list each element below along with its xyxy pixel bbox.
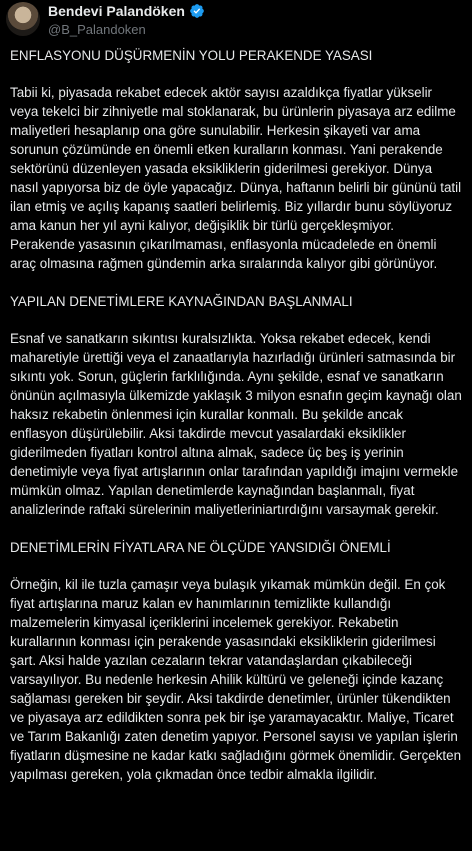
paragraph: Örneğin, kil ile tuzla çamaşır veya bulaşık yıkamak mümkün değil. En çok fiyat artışlarına maruz kalan ev hanımlarının temizlikte kullandığı malzemelerin kimyasal içeriklerini incelemek gerekiyor. Rekabetin kurallarının konması için perakende yasasındaki eksikliklerin giderilmesi şart. Aksi halde yazılan cezaların tekrar vatandaşlardan çıkabileceği varsayılıyor. Bu nedenle herkesin Ahilik kültürü ve geleneği içinde kazanç sağlaması gereken bir şeydir. Aksi takdirde denetimler, ürünler tükendikten ve piyasaya arz edildikten sonra pek bir işe yaramayacaktır. Maliye, Ticaret ve Tarım Bakanlığı zaten denetim yapıyor. Personel sayısı ve yapılan işlerin fiyatların düşmesine ne kadar katkı sağladığını görmek önemlidir. Gerçekten yapılması gereken, yola çıkmadan önce tedbir almakla ilgilidir. xyxy=(10,577,462,782)
section-heading: DENETİMLERİN FİYATLARA NE ÖLÇÜDE YANSIDIĞI ÖNEMLİ xyxy=(10,540,391,555)
tweet-header xyxy=(0,0,472,46)
paragraph: Esnaf ve sanatkarın sıkıntısı kuralsızlıkta. Yoksa rekabet edecek, kendi maharetiyle ürettiği veya el zanaatlarıyla hazırladığı ürünleri satmasında bir sıkıntı yok. Sorun, güçlerin farklılığında. Aynı şekilde, esnaf ve sanatkarın önünün açılmasıyla ülkemizde yaklaşık 3 milyon esnafın geçim kaynağı olan haksız rekabetin önlenmesi için kurallar konmalı. Bu şekilde ancak enflasyon düşürülebilir. Aksi takdirde mevcut yasalardaki eksiklikler giderilmeden fiyatları kontrol altına almak, sadece üç beş iş yerinin denetimiyle veya fiyat artışlarının onlar tarafından yapıldığı imajını vermekle mümkün olmaz. Yapılan denetimlerde kaynağından başlanmalı, fiyat analizlerinde raftaki sürelerinin maliyetleriniartırdığını varsaymak gerekir. xyxy=(10,331,462,517)
author-avatar[interactable] xyxy=(6,2,40,36)
verified-badge-icon xyxy=(189,3,205,19)
paragraph: Tabii ki, piyasada rekabet edecek aktör sayısı azaldıkça fiyatlar yükselir veya tekelci bir zihniyetle mal stoklanarak, bu ürünlerin piyasaya arz edilme maliyetleri hesaplanıp ona göre sunulabilir. Herkesin şikayeti var ama sorunun çözümünde en önemli etken kuralların konması. Yani perakende sektörünü düzenleyen yasada eksikliklerin giderilmesi gerekiyor. Dünya nasıl yapıyorsa biz de öyle yapacağız. Dünya, haftanın belirli bir gününü tatil ilan etmiş ve açılış kapanış saatleri belirlemiş. Biz yıllardır bunu söylüyoruz ama kanun her yıl ayni kalıyor, değişiklik bir türlü gerçekleşmiyor. Perakende yasasının çıkarılmaması, enflasyonla mücadelede en önemli araç olmasına rağmen gündemin arka sıralarında kalıyor gibi görünüyor. xyxy=(10,85,462,271)
section-heading: YAPILAN DENETİMLERE KAYNAĞINDAN BAŞLANMALI xyxy=(10,294,353,309)
author-display-name[interactable]: Bendevi Palandöken xyxy=(48,3,185,19)
author-handle[interactable]: @B_Palandoken xyxy=(48,22,146,37)
section-heading: ENFLASYONU DÜŞÜRMENİN YOLU PERAKENDE YASASI xyxy=(10,48,373,63)
author-name-row xyxy=(48,3,205,19)
tweet-text xyxy=(0,46,472,784)
